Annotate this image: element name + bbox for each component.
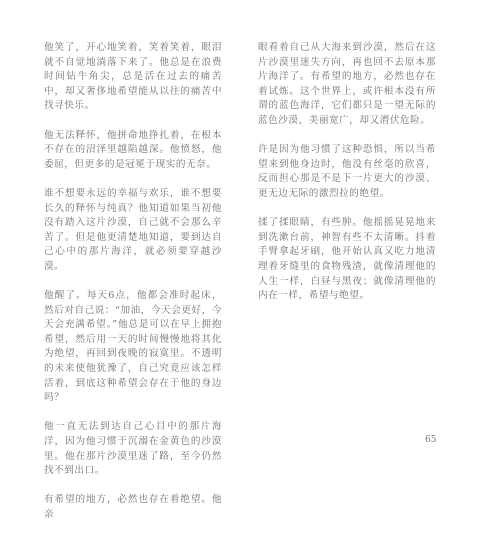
paragraph: 他一直无法到达自己心目中的那片海洋，因为他习惯于沉溺在金黄色的沙漠里。他在那片沙漠里迷了路，至今仍然找不到出口。 [44,421,222,477]
paragraph: 他笑了，开心地笑着，笑着笑着，眼泪就不自觉地淌落下来了。他总是在浪费时间钻牛角尖，总是活在过去的痛苦中，却又奢侈地希望能从以往的痛苦中找寻快乐。 [44,42,222,112]
right-column [258,41,436,318]
paragraph: 他醒了。每天6点，他都会准时起床，然后对自己说：“加油，今天会更好，今天会充满希望。”他总是可以在早上拥抱希望，然后用一天的时间慢慢地将其化为绝望，再回到夜晚的寂寞里。不透明的未来使他犹豫了，自己究竟应该怎样活着，到底这种希望会存在于他的身边吗？ [44,290,222,404]
paragraph: 许是因为他习惯了这种恐惧，所以当希望来到他身边时，他没有丝毫的欣喜，反而担心那是不是下一片更大的沙漠、更无边无际的激烈拉的绝望。 [258,144,436,199]
page-number: 65 [425,435,437,445]
paragraph: 他无法释怀，他拼命地挣扎着，在根本不存在的沼泽里越陷越深。他愤怒，他委屈，但更多的是冠冕于现实的无奈。 [44,129,222,170]
left-column [44,41,222,537]
paragraph: 眼看着自己从大海来到沙漠，然后在这片沙漠里迷失方向，再也回不去原本那片海洋了。有希望的地方，必然也存在着试炼。这个世界上，或许根本没有所谓的蓝色海洋，它们都只是一望无际的蓝色沙漠，美丽宽广，却又潜伏危险。 [258,42,436,126]
paragraph: 谁不想要永远的幸福与欢乐，谁不想要长久的释怀与纯真？他知道如果当初他没有踏入这片沙漠，自己就不会那么辛苦了。但是他更清楚地知道，要到达自己心中的那片海洋，就必须要穿越沙漠。 [44,187,222,272]
paragraph: 有希望的地方，必然也存在着绝望。他亲 [44,494,222,520]
paragraph: 揉了揉眼睛，有些肿。他摇摇晃晃地来到洗漱台前，神智有些不太清晰。抖着手臂拿起牙刷，他开始认真又吃力地清理着牙缝里的食物残渣，就像清理他的人生一样，白昼与黑夜；就像清理他的内在一样，希望与绝望。 [258,217,436,302]
